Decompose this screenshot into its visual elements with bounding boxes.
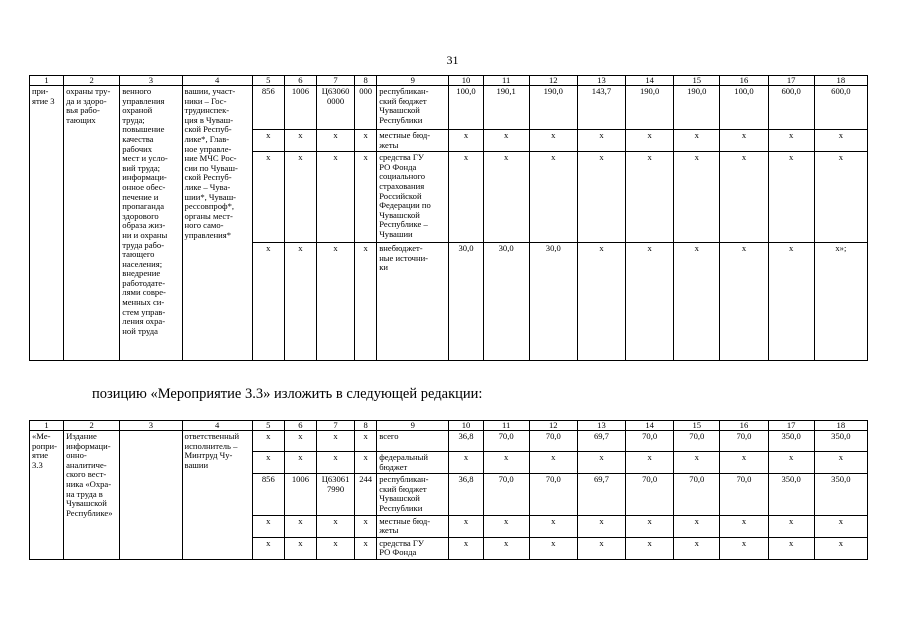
table-cell: x: [674, 243, 720, 361]
column-number: 7: [316, 421, 354, 431]
measure-description-cell: [120, 431, 182, 560]
table-cell: x: [814, 537, 867, 559]
table-cell: x: [768, 515, 814, 537]
funding-source-cell: средства ГУ РО Фонда социального страхования Российской Федерации по Чувашской Республике – Чувашии: [377, 152, 449, 243]
table-cell: x: [252, 515, 284, 537]
column-number-row: [30, 421, 868, 431]
table-cell: 30,0: [449, 243, 483, 361]
table-cell: x: [626, 130, 674, 152]
table-cell: 000: [355, 86, 377, 130]
table-cell: x: [252, 243, 284, 361]
table-cell: 30,0: [529, 243, 577, 361]
table-cell: x: [577, 452, 625, 474]
table-cell: x: [483, 130, 529, 152]
table-cell: x: [355, 130, 377, 152]
table-cell: 30,0: [483, 243, 529, 361]
table-cell: 190,1: [483, 86, 529, 130]
table-cell: x: [626, 515, 674, 537]
funding-source-cell: средства ГУ РО Фонда: [377, 537, 449, 559]
column-number: 4: [182, 421, 252, 431]
column-number: 18: [814, 421, 867, 431]
measure-description-cell: венного управления охраной труда; повышение качества рабочих мест и усло- вий труда; информаци- онное обес- печение и пропаганда здорового образа жиз- ни и охраны труда рабо- тающего населения; внедрение работодате- лями совре- менных си- стем управ- ления охра- ной труда: [120, 86, 182, 361]
table-cell: x: [355, 515, 377, 537]
table-cell: 70,0: [720, 431, 768, 452]
table-cell: x: [284, 130, 316, 152]
table-cell: x: [720, 152, 768, 243]
table-cell: x: [577, 243, 625, 361]
table-cell: 350,0: [814, 474, 867, 515]
column-number: 11: [483, 76, 529, 86]
table-cell: x: [674, 152, 720, 243]
table-cell: 36,8: [449, 474, 483, 515]
table-cell: x: [720, 452, 768, 474]
funding-source-cell: внебюджет- ные источни- ки: [377, 243, 449, 361]
table-cell: 143,7: [577, 86, 625, 130]
table-cell: 190,0: [529, 86, 577, 130]
column-number: 8: [355, 421, 377, 431]
table-cell: x: [483, 452, 529, 474]
table-cell: 100,0: [449, 86, 483, 130]
funding-source-cell: местные бюд- жеты: [377, 515, 449, 537]
table-cell: x: [284, 515, 316, 537]
column-number: 14: [626, 76, 674, 86]
column-number: 8: [355, 76, 377, 86]
column-number: 6: [284, 421, 316, 431]
table-cell: x: [577, 515, 625, 537]
program-table-new-revision: [29, 420, 868, 560]
column-number: 5: [252, 76, 284, 86]
table-cell: x: [355, 452, 377, 474]
table-row: [30, 431, 868, 452]
page-number: 31: [446, 53, 459, 67]
table-cell: x: [768, 243, 814, 361]
table-cell: Ц63061 7990: [316, 474, 354, 515]
funding-source-cell: местные бюд- жеты: [377, 130, 449, 152]
table-cell: x: [768, 537, 814, 559]
table-cell: 600,0: [768, 86, 814, 130]
column-number: 13: [577, 421, 625, 431]
table-cell: x: [252, 130, 284, 152]
table-cell: x: [626, 537, 674, 559]
table-cell: x: [284, 431, 316, 452]
funding-source-cell: федеральный бюджет: [377, 452, 449, 474]
table-cell: 350,0: [768, 474, 814, 515]
table-cell: 70,0: [529, 431, 577, 452]
column-number: 3: [120, 76, 182, 86]
funding-source-cell: всего: [377, 431, 449, 452]
table-cell: 350,0: [768, 431, 814, 452]
funding-source-cell: республикан- ский бюджет Чувашской Республики: [377, 86, 449, 130]
table-row: [30, 86, 868, 130]
column-number: 6: [284, 76, 316, 86]
table-cell: x: [284, 152, 316, 243]
column-number: 9: [377, 421, 449, 431]
table-cell: x: [355, 431, 377, 452]
instruction-text: позицию «Мероприятие 3.3» изложить в следующей редакции:: [92, 386, 483, 402]
measure-label-cell: «Ме- ропри- ятие 3.3: [30, 431, 64, 560]
table-cell: x»;: [814, 243, 867, 361]
table-cell: 69,7: [577, 474, 625, 515]
table-cell: x: [316, 537, 354, 559]
table-cell: x: [768, 130, 814, 152]
table-cell: 600,0: [814, 86, 867, 130]
column-number: 16: [720, 421, 768, 431]
table-cell: 244: [355, 474, 377, 515]
table-cell: x: [814, 152, 867, 243]
table-cell: x: [316, 152, 354, 243]
table-cell: 70,0: [720, 474, 768, 515]
column-number: 15: [674, 421, 720, 431]
table-cell: 1006: [284, 474, 316, 515]
measure-name-cell: Издание информаци- онно- аналитиче- ского вест- ника «Охра- на труда в Чувашской Республике»: [64, 431, 120, 560]
column-number: 12: [529, 421, 577, 431]
table-cell: x: [674, 130, 720, 152]
executor-cell: вашии, участ- ники – Гос- трудинспек- ция в Чуваш- ской Респуб- лике*, Глав- ное управле- ние МЧС Рос- сии по Чуваш- ской Респуб- лике – Чува- шии*, Чуваш- рессовпроф*, органы мест- ного само- управления*: [182, 86, 252, 361]
table-cell: x: [284, 452, 316, 474]
table-cell: x: [529, 515, 577, 537]
table-cell: x: [355, 152, 377, 243]
table-cell: 70,0: [626, 431, 674, 452]
table-cell: x: [316, 130, 354, 152]
table-cell: x: [577, 152, 625, 243]
table-cell: x: [284, 537, 316, 559]
column-number: 7: [316, 76, 354, 86]
column-number: 11: [483, 421, 529, 431]
table-cell: x: [626, 243, 674, 361]
table-cell: 36,8: [449, 431, 483, 452]
column-number: 1: [30, 421, 64, 431]
column-number: 2: [64, 421, 120, 431]
table-cell: x: [449, 452, 483, 474]
table-cell: 70,0: [674, 474, 720, 515]
column-number: 17: [768, 76, 814, 86]
table-cell: x: [483, 152, 529, 243]
column-number: 10: [449, 421, 483, 431]
table-cell: x: [252, 537, 284, 559]
table-cell: x: [768, 452, 814, 474]
funding-source-cell: республикан- ский бюджет Чувашской Республики: [377, 474, 449, 515]
table-cell: 856: [252, 474, 284, 515]
program-table-continued: [29, 75, 868, 361]
table-cell: x: [720, 243, 768, 361]
column-number: 9: [377, 76, 449, 86]
measure-label-cell: при- ятие 3: [30, 86, 64, 361]
table-cell: 69,7: [577, 431, 625, 452]
table-cell: 70,0: [483, 431, 529, 452]
table-cell: 190,0: [674, 86, 720, 130]
table-cell: 70,0: [529, 474, 577, 515]
column-number: 5: [252, 421, 284, 431]
column-number-row: [30, 76, 868, 86]
table-cell: x: [720, 515, 768, 537]
table-cell: 70,0: [483, 474, 529, 515]
column-number: 12: [529, 76, 577, 86]
table-cell: x: [449, 537, 483, 559]
table-cell: x: [720, 130, 768, 152]
table-cell: x: [252, 152, 284, 243]
table-cell: 70,0: [674, 431, 720, 452]
table-cell: x: [814, 515, 867, 537]
table-cell: x: [529, 452, 577, 474]
column-number: 1: [30, 76, 64, 86]
table-cell: x: [768, 152, 814, 243]
table-cell: x: [626, 452, 674, 474]
column-number: 15: [674, 76, 720, 86]
table-cell: x: [577, 130, 625, 152]
column-number: 16: [720, 76, 768, 86]
table-cell: x: [252, 431, 284, 452]
column-number: 18: [814, 76, 867, 86]
table-cell: x: [316, 431, 354, 452]
table-cell: x: [814, 452, 867, 474]
column-number: 4: [182, 76, 252, 86]
column-number: 13: [577, 76, 625, 86]
column-number: 10: [449, 76, 483, 86]
table-cell: x: [529, 537, 577, 559]
table-cell: x: [449, 152, 483, 243]
table-cell: x: [674, 515, 720, 537]
table-cell: 70,0: [626, 474, 674, 515]
table-cell: x: [355, 537, 377, 559]
column-number: 3: [120, 421, 182, 431]
table-cell: x: [814, 130, 867, 152]
table-cell: x: [316, 243, 354, 361]
table-cell: x: [529, 130, 577, 152]
table-cell: 856: [252, 86, 284, 130]
table-cell: x: [577, 537, 625, 559]
column-number: 14: [626, 421, 674, 431]
table-cell: 100,0: [720, 86, 768, 130]
table-cell: 350,0: [814, 431, 867, 452]
table-cell: x: [284, 243, 316, 361]
table-cell: Ц63060 0000: [316, 86, 354, 130]
column-number: 2: [64, 76, 120, 86]
table-cell: x: [483, 515, 529, 537]
table-cell: x: [626, 152, 674, 243]
table-cell: x: [674, 452, 720, 474]
table-cell: x: [355, 243, 377, 361]
table-cell: 190,0: [626, 86, 674, 130]
executor-cell: ответственный исполнитель – Минтруд Чу- вашии: [182, 431, 252, 560]
table-cell: x: [674, 537, 720, 559]
table-cell: x: [316, 452, 354, 474]
table-cell: x: [316, 515, 354, 537]
table-cell: x: [529, 152, 577, 243]
table-cell: x: [720, 537, 768, 559]
table-cell: 1006: [284, 86, 316, 130]
table-cell: x: [449, 515, 483, 537]
table-cell: x: [252, 452, 284, 474]
table-cell: x: [483, 537, 529, 559]
column-number: 17: [768, 421, 814, 431]
measure-name-cell: охраны тру- да и здоро- вья рабо- тающих: [64, 86, 120, 361]
table-cell: x: [449, 130, 483, 152]
